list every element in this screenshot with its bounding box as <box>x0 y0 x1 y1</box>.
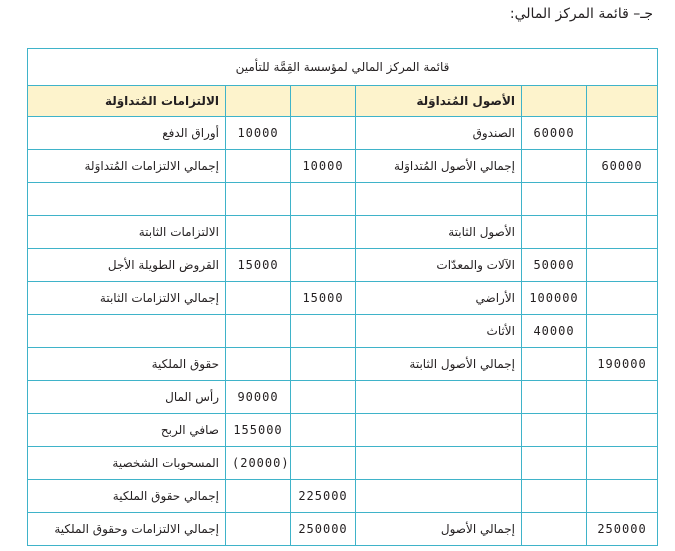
liabilities-header: الالتزامات المُتداوَلة <box>28 86 226 117</box>
asset-label: إجمالي الأصول المُتداوَلة <box>356 150 522 183</box>
liability-amount <box>226 348 291 381</box>
liability-total: 225000 <box>291 480 356 513</box>
asset-label: الصندوق <box>356 117 522 150</box>
liability-amount: 90000 <box>226 381 291 414</box>
liability-label: حقوق الملكية <box>28 348 226 381</box>
asset-amount: 50000 <box>522 249 587 282</box>
liability-total <box>291 249 356 282</box>
table-row <box>28 216 658 249</box>
header-empty-cell <box>522 86 587 117</box>
asset-amount <box>522 447 587 480</box>
table-row <box>28 282 658 315</box>
asset-amount: 60000 <box>522 117 587 150</box>
asset-label: إجمالي الأصول <box>356 513 522 546</box>
liability-label: صافي الربح <box>28 414 226 447</box>
liability-amount <box>226 513 291 546</box>
asset-total <box>587 480 658 513</box>
asset-amount <box>522 513 587 546</box>
asset-amount <box>522 381 587 414</box>
liability-total <box>291 414 356 447</box>
liability-label: إجمالي الالتزامات الثابتة <box>28 282 226 315</box>
asset-total <box>587 117 658 150</box>
table-row <box>28 513 658 546</box>
asset-total <box>587 447 658 480</box>
asset-label <box>356 183 522 216</box>
liability-amount: (20000) <box>226 447 291 480</box>
liability-amount <box>226 480 291 513</box>
asset-amount: 40000 <box>522 315 587 348</box>
table-row <box>28 348 658 381</box>
asset-amount <box>522 183 587 216</box>
table-row <box>28 117 658 150</box>
asset-label <box>356 480 522 513</box>
liability-total: 10000 <box>291 150 356 183</box>
liability-total <box>291 348 356 381</box>
title-row <box>28 49 658 86</box>
liability-amount: 15000 <box>226 249 291 282</box>
asset-amount <box>522 480 587 513</box>
header-row <box>28 86 658 117</box>
table-row <box>28 150 658 183</box>
liability-label: إجمالي الالتزامات وحقوق الملكية <box>28 513 226 546</box>
asset-total <box>587 249 658 282</box>
liability-amount <box>226 183 291 216</box>
liability-total <box>291 216 356 249</box>
asset-total <box>587 381 658 414</box>
liability-total <box>291 117 356 150</box>
liability-label <box>28 183 226 216</box>
liability-total <box>291 315 356 348</box>
section-heading: جـ– قائمة المركز المالي: <box>509 6 653 22</box>
liability-amount <box>226 282 291 315</box>
asset-total: 250000 <box>587 513 658 546</box>
liability-label: رأس المال <box>28 381 226 414</box>
asset-label: الأراضي <box>356 282 522 315</box>
liability-total <box>291 447 356 480</box>
asset-label <box>356 414 522 447</box>
asset-total: 60000 <box>587 150 658 183</box>
asset-total <box>587 282 658 315</box>
liability-label: الالتزامات الثابتة <box>28 216 226 249</box>
asset-total: 190000 <box>587 348 658 381</box>
liability-amount <box>226 216 291 249</box>
table-row <box>28 249 658 282</box>
header-empty-cell <box>291 86 356 117</box>
liability-label: المسحوبات الشخصية <box>28 447 226 480</box>
header-empty-cell <box>587 86 658 117</box>
asset-label: الأصول الثابتة <box>356 216 522 249</box>
asset-label: إجمالي الأصول الثابتة <box>356 348 522 381</box>
liability-total: 250000 <box>291 513 356 546</box>
asset-amount: 100000 <box>522 282 587 315</box>
liability-label: إجمالي الالتزامات المُتداوَلة <box>28 150 226 183</box>
asset-label <box>356 447 522 480</box>
asset-total <box>587 183 658 216</box>
table-row <box>28 447 658 480</box>
assets-header: الأصول المُتداوَلة <box>356 86 522 117</box>
asset-total <box>587 315 658 348</box>
liability-total: 15000 <box>291 282 356 315</box>
table-row <box>28 315 658 348</box>
liability-total <box>291 183 356 216</box>
asset-total <box>587 216 658 249</box>
balance-sheet-table <box>27 48 658 546</box>
asset-label: الآلات والمعدّات <box>356 249 522 282</box>
asset-amount <box>522 414 587 447</box>
asset-total <box>587 414 658 447</box>
liability-amount: 10000 <box>226 117 291 150</box>
liability-label <box>28 315 226 348</box>
liability-amount <box>226 315 291 348</box>
liability-label: القروض الطويلة الأجل <box>28 249 226 282</box>
table-row <box>28 480 658 513</box>
asset-amount <box>522 348 587 381</box>
table-row <box>28 183 658 216</box>
asset-amount <box>522 150 587 183</box>
asset-label: الأثاث <box>356 315 522 348</box>
table-title: قائمة المركز المالي لمؤسسة القِمَّة للتأمين <box>28 49 658 86</box>
asset-amount <box>522 216 587 249</box>
liability-total <box>291 381 356 414</box>
asset-label <box>356 381 522 414</box>
liability-label: أوراق الدفع <box>28 117 226 150</box>
table-row <box>28 414 658 447</box>
liability-amount <box>226 150 291 183</box>
liability-amount: 155000 <box>226 414 291 447</box>
table-row <box>28 381 658 414</box>
liability-label: إجمالي حقوق الملكية <box>28 480 226 513</box>
header-empty-cell <box>226 86 291 117</box>
